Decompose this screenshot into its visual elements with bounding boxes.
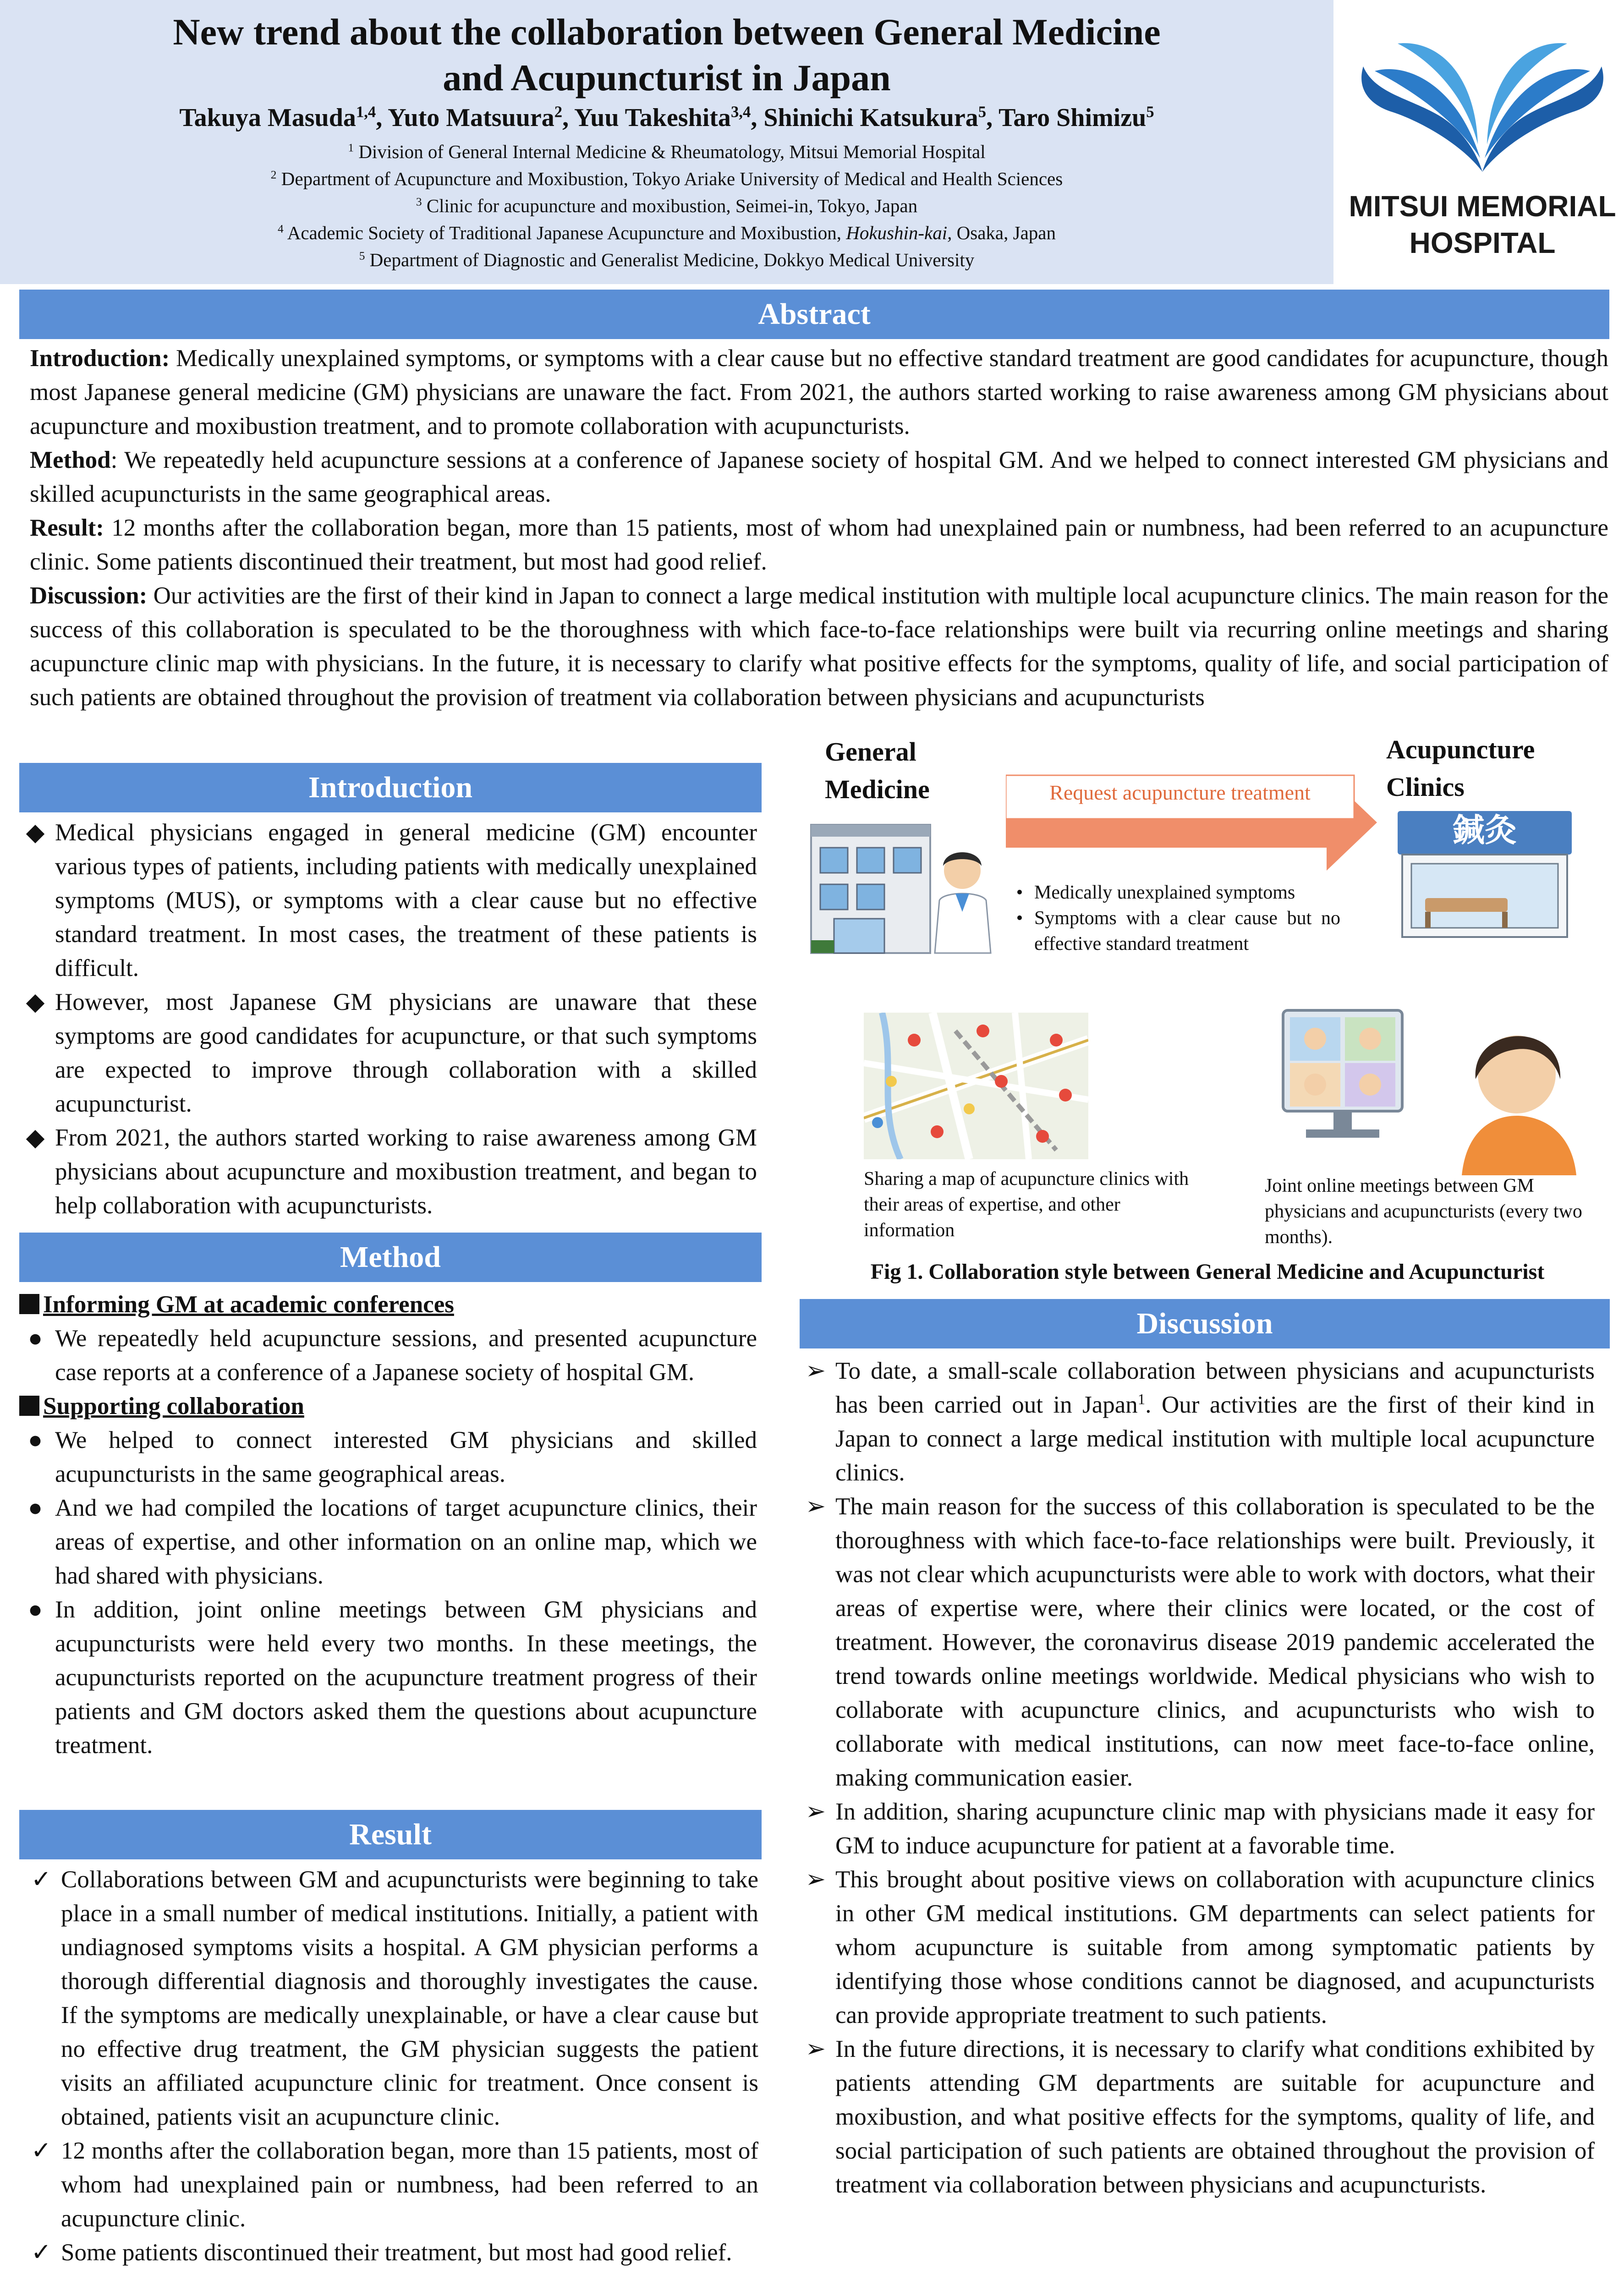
map-caption: Sharing a map of acupuncture clinics with their areas of expertise, and other information — [864, 1168, 1189, 1241]
author-name: Shinichi Katsukura — [763, 104, 978, 132]
arrow-bullet-icon: ➢ — [805, 1358, 826, 1384]
affiliation-text: Department of Acupuncture and Moxibustion, Tokyo Ariake University of Medical and Health Sciences — [281, 168, 1063, 189]
checkmark-bullet-icon: ✓ — [31, 2239, 52, 2266]
affiliation-num: 2 — [270, 168, 277, 181]
dot-bullet-icon: • — [1016, 908, 1023, 929]
arrow-bullet-icon: ➢ — [805, 1798, 826, 1825]
list-item — [19, 1491, 757, 1593]
checkmark-bullet-icon: ✓ — [31, 1866, 52, 1893]
title-line-1: New trend about the collaboration between General Medicine — [173, 11, 1161, 53]
subheading-text: Supporting collaboration — [43, 1393, 304, 1420]
arrow-bullet-icon: ➢ — [805, 2036, 826, 2062]
affiliation-text: Clinic for acupuncture and moxibustion, Seimei-in, Tokyo, Japan — [426, 195, 918, 216]
item-text: However, most Japanese GM physicians are unaware that these symptoms are good candidates for acupuncture, or that such symptoms are expected to improve through collaboration with a skilled acupuncturist. — [55, 989, 757, 1117]
affiliation-num: 5 — [359, 249, 365, 263]
list-item — [800, 1795, 1595, 1863]
affiliation-text: Academic Society of Traditional Japanese Acupuncture and Moxibustion, — [287, 222, 846, 243]
method-body — [19, 1288, 757, 1762]
item-text: To date, a small-scale collaboration between physicians and acupuncturists has been carried out in Japan — [835, 1358, 1595, 1418]
discussion-body — [800, 1354, 1595, 2202]
author-name: Takuya Masuda — [179, 104, 356, 132]
item-text: Medically unexplained symptoms — [1034, 882, 1295, 903]
abstract-intro-text: Medically unexplained symptoms, or symptoms with a clear cause but no effective standard treatment are good candidates for acupuncture, though most Japanese general medicine (GM) physicians are unaware the fact. From 2021, the authors started working to raise awareness among GM physicians about acupuncture and moxibustion treatment, and to promote collaboration with acupuncturists. — [30, 345, 1608, 439]
abstract-result-label: Result: — [30, 515, 104, 541]
list-item — [19, 1423, 757, 1491]
list-item — [19, 985, 757, 1121]
diamond-bullet-icon: ◆ — [26, 989, 45, 1015]
arrow-bullet-icon: ➢ — [805, 1493, 826, 1520]
gm-label-line: Medicine — [825, 774, 930, 804]
figure-gm-label — [825, 733, 990, 808]
affiliation-4 — [0, 219, 1333, 247]
item-text: From 2021, the authors started working to raise awareness among GM physicians about acupuncture and moxibustion treatment, and began to help collaboration with acupuncturists. — [55, 1124, 757, 1219]
logo-line-2: HOSPITAL — [1409, 226, 1556, 259]
diamond-bullet-icon: ◆ — [26, 1124, 45, 1151]
author-sup: 5 — [978, 103, 987, 121]
abstract-discussion-label: Discussion: — [30, 582, 148, 609]
item-text: In the future directions, it is necessary to clarify what conditions exhibited by patients attending GM departments are suitable for acupuncture and moxibustion, and what positive effects for the symptoms, quality of life, and social participation of such patients are obtained throughout the provision of treatment via collaboration between physicians and acupuncturists. — [835, 2036, 1595, 2198]
hospital-building-icon — [807, 820, 999, 958]
subheading-text: Informing GM at academic conferences — [43, 1291, 454, 1318]
figure-caption: Fig 1. Collaboration style between General Medicine and Acupuncturist — [870, 1260, 1545, 1284]
item-text: Symptoms with a clear cause but no effective standard treatment — [1034, 908, 1340, 954]
list-item — [19, 1121, 757, 1222]
item-text: Medical physicians engaged in general medicine (GM) encounter various types of patients, including patients with medically unexplained symptoms (MUS), or symptoms with a clear cause but no effective standard treatment. In most cases, the treatment of these patients is difficult. — [55, 819, 757, 981]
affiliation-num: 1 — [348, 141, 354, 154]
affiliation-num: 3 — [416, 195, 422, 208]
online-meeting-icon — [1278, 1006, 1599, 1175]
list-item — [19, 816, 757, 985]
affiliation-2 — [0, 165, 1333, 192]
circle-bullet-icon: ● — [27, 1596, 43, 1623]
list-item — [19, 1593, 757, 1762]
hospital-logo-text — [1343, 188, 1622, 261]
circle-bullet-icon: ● — [27, 1427, 43, 1453]
circle-bullet-icon: ● — [27, 1325, 43, 1352]
square-bullet-icon — [19, 1294, 39, 1314]
affiliation-3 — [0, 192, 1333, 219]
list-item — [800, 1490, 1595, 1795]
poster-title — [0, 9, 1333, 101]
clinic-map-icon — [864, 1013, 1088, 1159]
item-text: . Our activities are the first of their kind in Japan to connect a large medical institution with multiple local acupuncture clinics. — [835, 1392, 1595, 1486]
figure-clinic-label — [1386, 731, 1588, 806]
clinic-label-line: Clinics — [1386, 772, 1465, 802]
square-bullet-icon — [19, 1396, 39, 1416]
method-heading: Method — [19, 1233, 762, 1282]
abstract-body — [30, 341, 1608, 714]
diamond-bullet-icon: ◆ — [26, 819, 45, 846]
logo-line-1: MITSUI MEMORIAL — [1349, 190, 1616, 223]
introduction-heading: Introduction — [19, 763, 762, 812]
list-item — [800, 2032, 1595, 2202]
item-text: We repeatedly held acupuncture sessions, and presented acupuncture case reports at a conference of a Japanese society of hospital GM. — [55, 1325, 757, 1386]
request-arrow-label: Request acupuncture treatment — [1049, 781, 1311, 804]
affiliation-text: Department of Diagnostic and Generalist Medicine, Dokkyo Medical University — [369, 249, 975, 270]
list-item — [800, 1863, 1595, 2032]
abstract-discussion-text: Our activities are the first of their kind in Japan to connect a large medical institution with multiple local acupuncture clinics. The main reason for the success of this collaboration is speculated to be the thoroughness with which face-to-face relationships were built via recurring online meetings and sharing acupuncture clinic map with physicians. In the future, it is necessary to clarify what positive effects for the symptoms, quality of life, and social participation of such patients are obtained throughout the provision of treatment via collaboration between physicians and acupuncturists — [30, 582, 1608, 711]
gm-label-line: General — [825, 737, 916, 767]
discussion-heading: Discussion — [800, 1299, 1610, 1348]
abstract-result-text: 12 months after the collaboration began, more than 15 patients, most of whom had unexplained pain or numbness, had been referred to an acupuncture clinic. Some patients discontinued their treatment, but most had good relief. — [30, 515, 1608, 575]
abstract-heading: Abstract — [19, 290, 1609, 339]
item-text: In addition, sharing acupuncture clinic map with physicians made it easy for GM to induce acupuncture for patient at a favorable time. — [835, 1798, 1595, 1859]
item-text: 12 months after the collaboration began, more than 15 patients, most of whom had unexplained pain or numbness, had been referred to an acupuncture clinic. — [61, 2138, 758, 2232]
clinic-sign-text: 鍼灸 — [1453, 811, 1517, 849]
affiliation-text: Division of General Internal Medicine & Rheumatology, Mitsui Memorial Hospital — [358, 141, 986, 162]
list-item — [25, 2134, 758, 2236]
dot-bullet-icon: • — [1016, 882, 1023, 903]
result-body — [25, 1863, 758, 2269]
author-sup: 1,4 — [356, 103, 376, 121]
affiliation-italic: Hokushin-kai, — [846, 222, 952, 243]
clinic-label-line: Acupuncture — [1386, 734, 1535, 764]
affiliation-5 — [0, 247, 1333, 274]
list-item — [1010, 880, 1340, 905]
meeting-caption: Joint online meetings between GM physicians and acupuncturists (every two months). — [1265, 1175, 1582, 1248]
affiliation-1 — [0, 138, 1333, 165]
method-subheading-1 — [19, 1288, 757, 1321]
list-item — [25, 1863, 758, 2134]
item-text: Collaborations between GM and acupuncturists were beginning to take place in a small number of medical institutions. Initially, a patient with undiagnosed symptoms visits a hospital. A GM physician performs a thorough differential diagnosis and thoroughly investigates the cause. If the symptoms are medically unexplainable, or have a clear cause but no effective drug treatment, the GM physician suggests the patient visits an affiliated acupuncture clinic for treatment. Once consent is obtained, patients visit an acupuncture clinic. — [61, 1866, 758, 2130]
title-line-2: and Acupuncturist in Japan — [443, 57, 891, 99]
introduction-body — [19, 816, 757, 1222]
item-text: This brought about positive views on collaboration with acupuncture clinics in other GM medical institutions. GM departments can select patients for whom acupuncture is suitable from among symptomatic patients by identifying those whose conditions cannot be diagnosed, and acupuncturists can provide appropriate treatment to such patients. — [835, 1866, 1595, 2028]
item-text: The main reason for the success of this collaboration is speculated to be the thoroughness with which face-to-face relationships were built. Previously, it was not clear which acupuncturists were able to work with doctors, what their areas of expertise were, where their clinics were located, or the cost of treatment. However, the coronavirus disease 2019 pandemic accelerated the trend towards online meetings worldwide. Medical physicians who wish to collaborate with acupuncture clinics, and acupuncturists who wish to collaborate with medical institutions, can now meet face-to-face online, making communication easier. — [835, 1493, 1595, 1791]
author-list: Takuya Masuda$^{1,4}$, Yuto Matsuura$^2$, Yuu Takeshita$^{3,4}$, Shinichi Katsukura$^5$, Taro Shimizu$^5$ — [179, 103, 1154, 132]
author-name: Yuu Takeshita — [574, 104, 731, 132]
arrow-bullet-icon: ➢ — [805, 1866, 826, 1893]
author-sup: 5 — [1146, 103, 1154, 121]
method-subheading-2 — [19, 1389, 757, 1423]
result-heading: Result — [19, 1810, 762, 1859]
item-text: We helped to connect interested GM physicians and skilled acupuncturists in the same geographical areas. — [55, 1427, 757, 1487]
item-text: In addition, joint online meetings between GM physicians and acupuncturists were held every two months. In these meetings, the acupuncturists reported on the acupuncture treatment progress of their patients and GM doctors asked them the questions about acupuncture treatment. — [55, 1596, 757, 1759]
list-item — [25, 2236, 758, 2269]
affiliation-list — [0, 138, 1333, 274]
abstract-intro-label: Introduction: — [30, 345, 170, 372]
affiliation-text: Osaka, Japan — [952, 222, 1056, 243]
circle-bullet-icon: ● — [27, 1495, 43, 1521]
checkmark-bullet-icon: ✓ — [31, 2138, 52, 2164]
author-sup: 2 — [554, 103, 563, 121]
item-text: Some patients discontinued their treatment, but most had good relief. — [61, 2239, 732, 2266]
abstract-method-text: : We repeatedly held acupuncture sessions at a conference of Japanese society of hospital GM. And we helped to connect interested GM physicians and skilled acupuncturists in the same geographical areas. — [30, 447, 1608, 507]
list-item — [800, 1354, 1595, 1490]
symptom-list — [1010, 880, 1340, 957]
affiliation-num: 4 — [278, 222, 284, 236]
abstract-method-label: Method — [30, 447, 111, 473]
author-name: Yuto Matsuura — [388, 104, 554, 132]
author-name: Taro Shimizu — [999, 104, 1147, 132]
list-item — [1010, 905, 1340, 957]
citation-sup: 1 — [1137, 1391, 1146, 1408]
author-sup: 3,4 — [730, 103, 751, 121]
list-item — [19, 1321, 757, 1389]
item-text: And we had compiled the locations of target acupuncture clinics, their areas of expertise, and other information on an online map, which we had shared with physicians. — [55, 1495, 757, 1589]
